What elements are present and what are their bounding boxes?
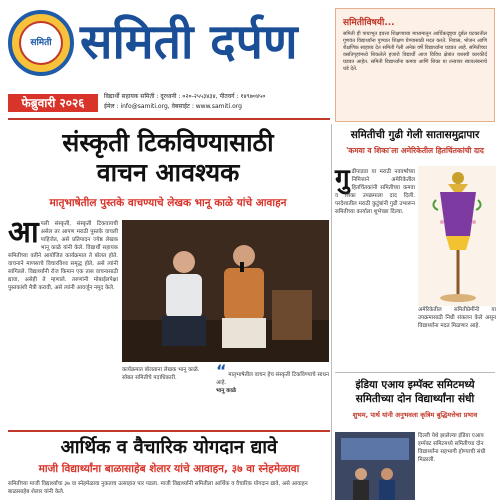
gudi-headline: समितीची गुढी गेली सातासमुद्रापार [350, 129, 480, 141]
contact-info [104, 92, 329, 112]
bottom-rule [8, 430, 330, 432]
bottom-subhead: माजी विद्यार्थ्यांना बाळासाहेब शेलार यांचे आवाहन, ३७ वा स्नेहमेळावा [38, 463, 300, 475]
gudi-subhead: 'कमवा व शिका'ला अमेरिकेतील हितचिंतकांची दाद [346, 146, 484, 155]
about-heading: समितीविषयी... [343, 18, 395, 28]
masthead-rule [8, 118, 330, 120]
gudi-body-text: ढीपाडवा या मराठी नववर्षाच्या निमित्ताने अमेरिकेतील हितचिंतकांनी समितीच्या कमवा व शिका उपक्रमाला दाद दिली. परदेशातील मराठी कुटुंबांनी गुढी उभारून समितीच्या कार्याला शुभेच्छा दिल्या. [335, 169, 415, 215]
quote-author: भानू काळे [216, 388, 237, 394]
issue-date: फेब्रुवारी २०२६ [8, 94, 98, 112]
ai-photo-illustration [335, 432, 415, 500]
ai-headline: इंडिया एआय इम्पॅक्ट समिटमध्ये समितीच्या दोन विद्यार्थ्यांना संधी [355, 379, 475, 405]
lead-dropcap: आ [8, 215, 39, 250]
ai-subhead: शुभम, पार्थ यांनी अनुभवला कृत्रिम बुद्धिमत्तेचा प्रभाव [352, 411, 478, 419]
contact-email: ईमेल : info@samiti.org, वेबसाईट : www.samiti.org [104, 103, 242, 110]
gudi-body-continued: अमेरिकेतील समितीप्रेमींनी या उपक्रमासाठी निधी संकलन केले असून विद्यार्थ्यांना मदत मिळणार आहे. [418, 307, 496, 329]
bottom-headline: आर्थिक व वैचारिक योगदान द्यावे [60, 437, 278, 458]
lead-headline [8, 128, 328, 188]
lead-body-text: पली संस्कृती, संस्कृती टिकवायची असेल तर आपण मराठी पुस्तके वाचली पाहिजेत, असे प्रतिपादन ज्येष्ठ लेखक भानू काळे यांनी केले. विद्यार्थी सहायक समितीच्या वतीने आयोजित कार्यक्रमात ते बोलत होते. वाचनाने माणसाचे विचारविश्व समृद्ध होते, असे त्यांनी सांगितले. विद्यार्थ्यांनी रोज किमान एक तास वाचनासाठी द्यावा, असेही ते म्हणाले. तरुणांनी मोबाईलपेक्षा पुस्तकांशी मैत्री करावी, असे त्यांनी आवर्जून नमूद केले. [8, 221, 118, 291]
logo-emblem: समिती [19, 21, 63, 65]
ai-photo [335, 432, 415, 500]
lead-body [8, 215, 118, 292]
quote-text: मातृभाषेतील वाचन हेच संस्कृती टिकविण्याचे साधन आहे. [216, 372, 329, 386]
gudi-icon [418, 166, 496, 306]
column-divider [331, 124, 332, 500]
lead-photo [122, 220, 329, 362]
about-text: समिती ही पायाभूत इयत्ता शिक्षणाच्या माध्यमातून आर्थिकदृष्ट्या दुर्बल घटकातील गुणवंत विद्यार्थ्यांना पुण्यात शिक्षण घेण्यासाठी मदत करते. निवास, भोजन आणि शैक्षणिक साहाय्य देत समिती गेली अनेक वर्षे विद्यार्थ्यांना घडवत आहे. समितीच्या वसतिगृहांमध्ये शिकलेले हजारो विद्यार्थी आज विविध क्षेत्रांत यशस्वी कारकीर्द घडवत आहेत. समिती विद्यार्थ्यांना कमवा आणि शिका या तत्त्वावर स्वावलंबनाचे धडे देते. [343, 31, 487, 72]
gudi-dropcap: गु [335, 164, 350, 194]
quote-mark-icon: “ [216, 361, 227, 380]
lead-headline-line2: वाचन आवश्यक [96, 158, 240, 187]
contact-phone: विद्यार्थी सहायक समिती : दूरध्वनी : ०२०-२५५३४३४, पीतवर्ग : १४९७०४५० [104, 93, 266, 100]
lead-headline-line1: संस्कृती टिकविण्यासाठी [62, 128, 274, 157]
lead-photo-illustration [122, 220, 329, 362]
photo-caption: कार्यक्रमात बोलताना लेखक भानू काळे. सोबत समितीचे पदाधिकारी. [122, 367, 200, 381]
gudi-body [335, 164, 415, 216]
right-divider [335, 372, 495, 373]
about-samiti-box [335, 8, 495, 122]
lead-quote [216, 361, 329, 395]
bottom-body: समितीच्या माजी विद्यार्थ्यांचा ३७ वा स्नेहमेळावा नुकताच उत्साहात पार पडला. माजी विद्यार्थ्यांनी समितीला आर्थिक व वैचारिक योगदान द्यावे, असे आवाहन बाळासाहेब शेलार यांनी केले. [8, 481, 308, 495]
lead-subhead: मातृभाषेतील पुस्तके वाचण्याचे लेखक भानू काळे यांचे आवाहन [49, 197, 287, 209]
gudi-illustration [418, 166, 496, 306]
samiti-logo [8, 10, 74, 76]
ai-body: दिल्ली येथे झालेल्या इंडिया एआय इम्पॅक्ट समिटमध्ये समितीच्या दोन विद्यार्थ्यांना सहभागी होण्याची संधी मिळाली. [418, 433, 486, 463]
masthead-title: समिती दर्पण [80, 14, 298, 70]
